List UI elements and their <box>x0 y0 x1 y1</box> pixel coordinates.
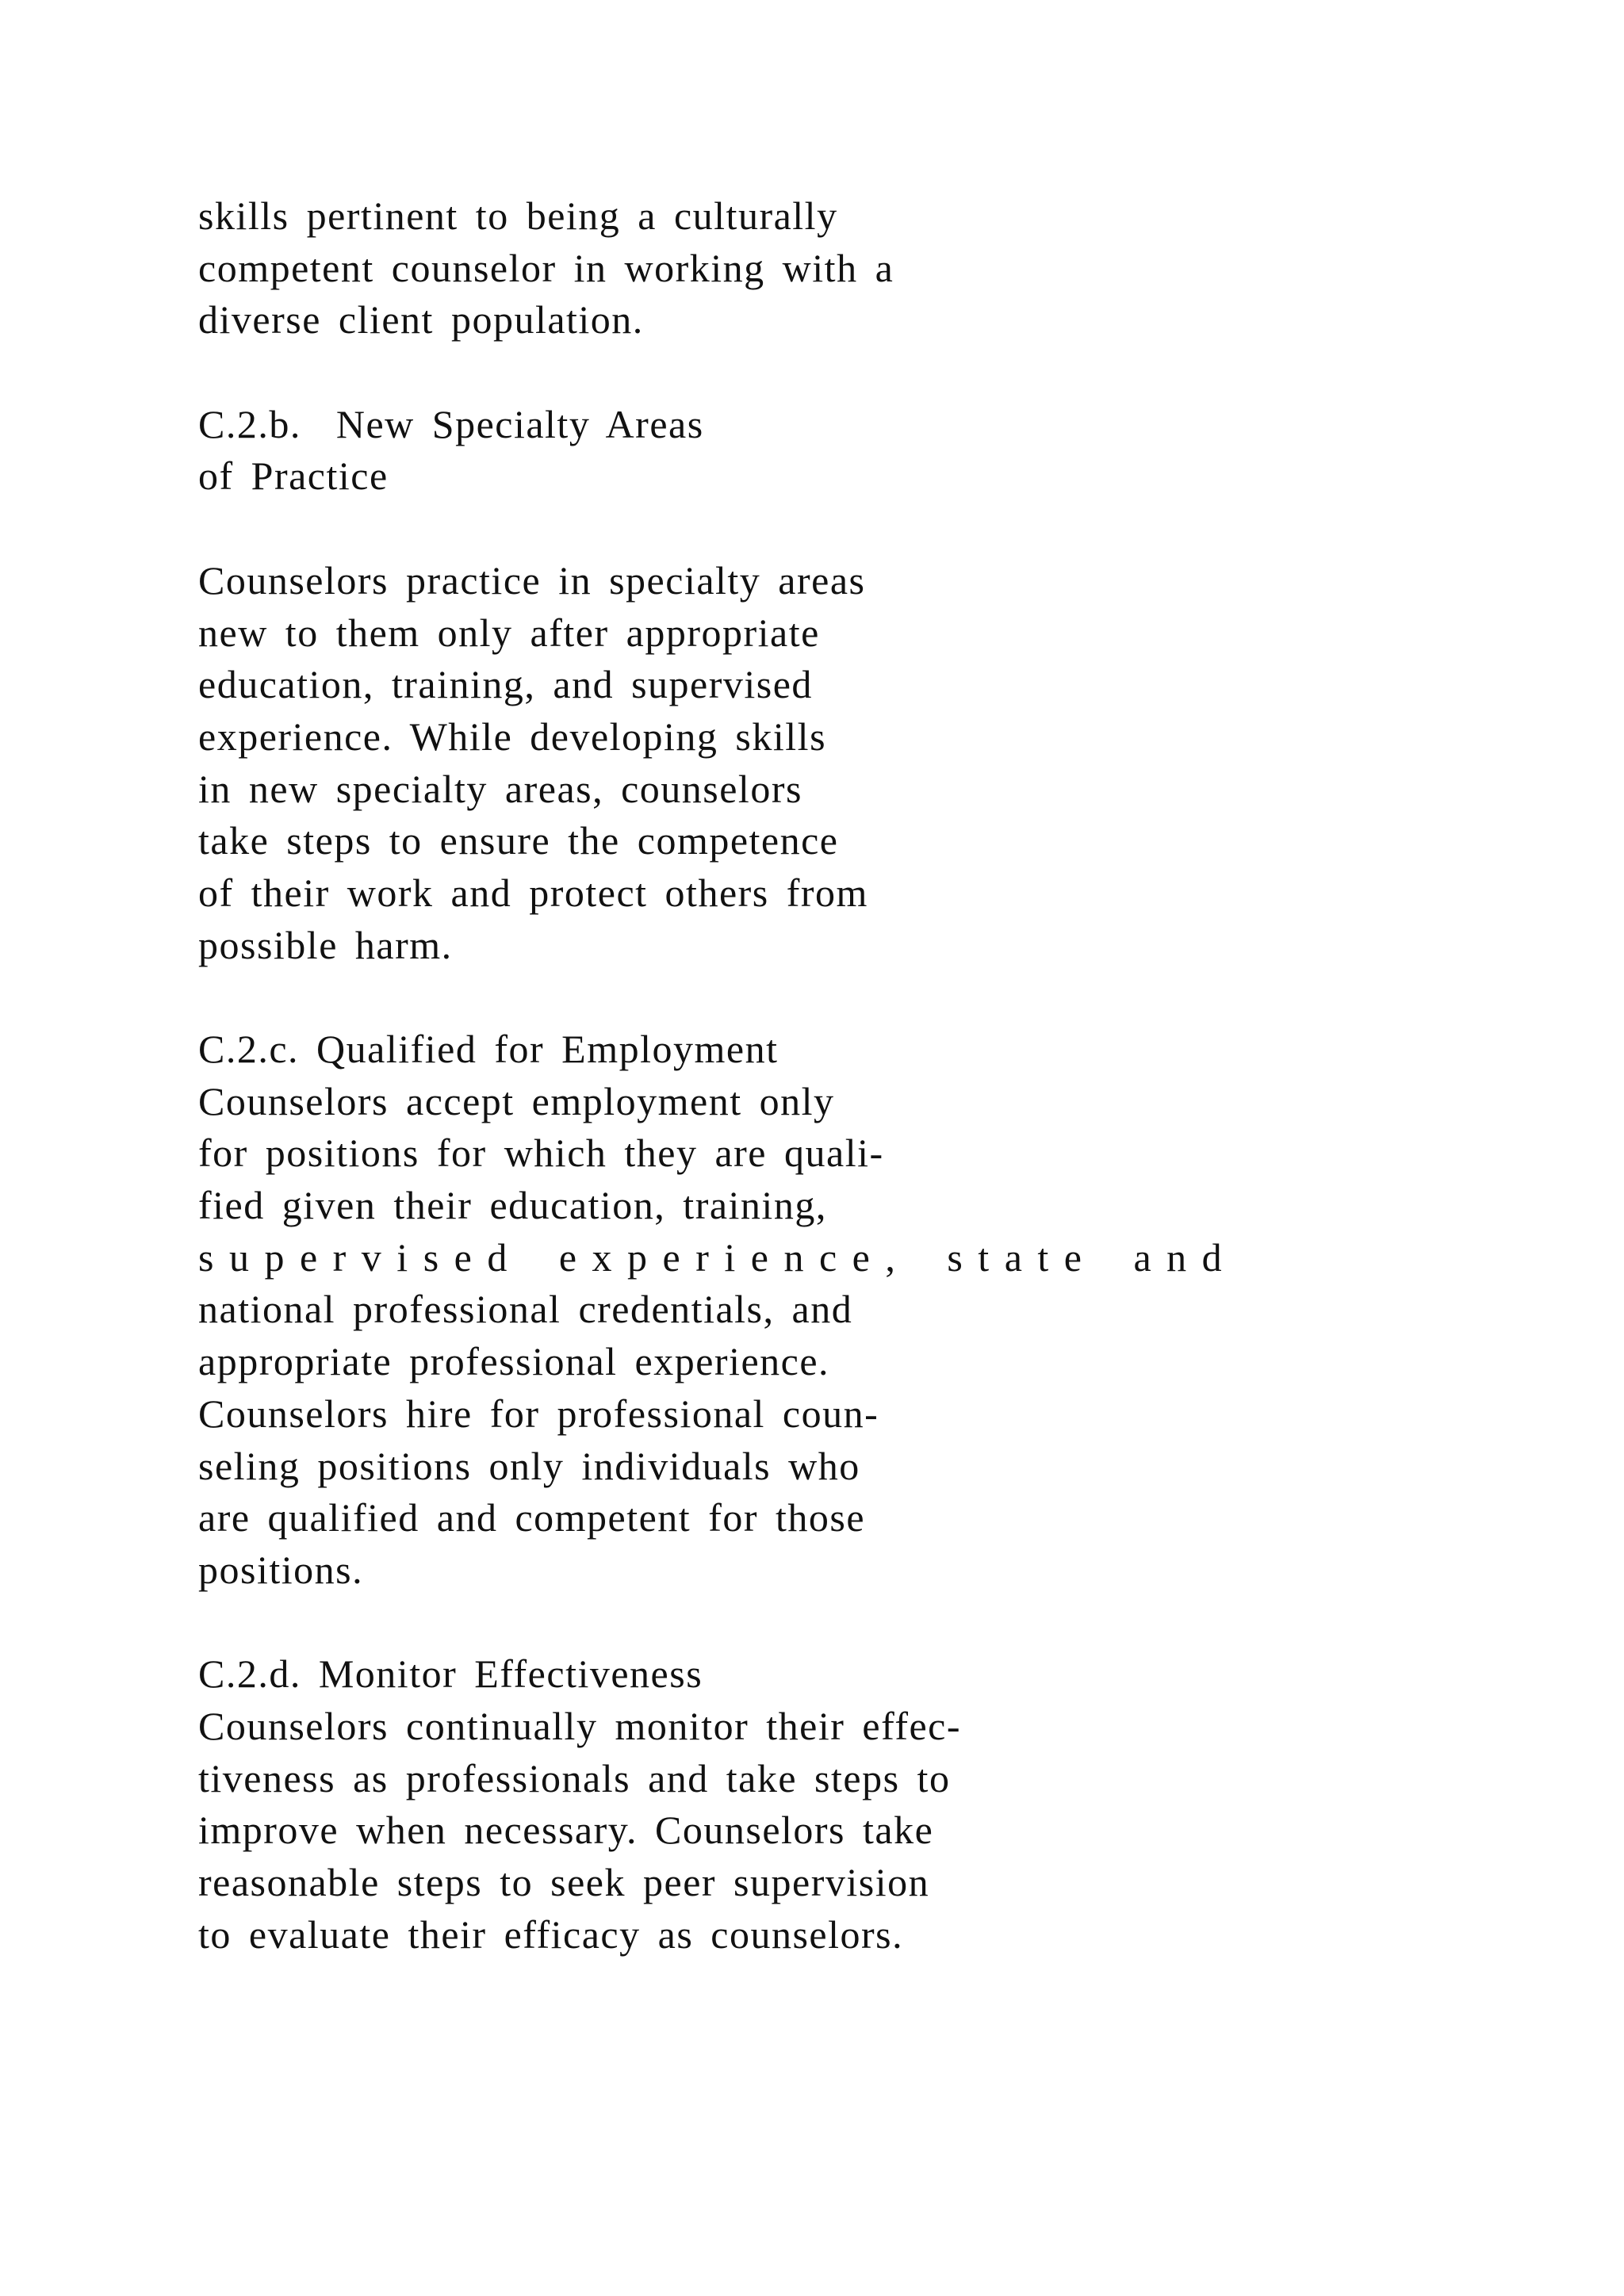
text-line: Counselors continually monitor their effec- <box>198 1703 962 1748</box>
heading-line: C.2.b. New Specialty Areas <box>198 401 704 446</box>
text-line: experience. While developing skills <box>198 714 827 759</box>
paragraph-gap <box>198 971 1546 1024</box>
paragraph-gap <box>198 503 1546 555</box>
text-line: national professional credentials, and <box>198 1287 853 1332</box>
text-line: education, training, and supervised <box>198 662 813 707</box>
section-body <box>198 1076 1546 1597</box>
section-heading: C.2.c. Qualified for Employment <box>198 1027 779 1071</box>
document-text <box>198 190 1546 1961</box>
text-line: skills pertinent to being a culturally <box>198 193 838 238</box>
text-line: appropriate professional experience. <box>198 1339 830 1384</box>
text-line: Counselors practice in specialty areas <box>198 557 866 603</box>
section-body <box>198 555 1546 972</box>
section-body <box>198 1701 1546 1961</box>
text-line: diverse client population. <box>198 297 644 342</box>
text-line: are qualified and competent for those <box>198 1495 866 1540</box>
text-line: reasonable steps to seek peer supervision <box>198 1860 930 1904</box>
text-line: to evaluate their efficacy as counselors. <box>198 1911 904 1957</box>
text-line: positions. <box>198 1547 364 1592</box>
text-line: Counselors hire for professional coun- <box>198 1391 879 1436</box>
text-line-justified: supervised experience, state and <box>198 1234 1238 1280</box>
text-line: take steps to ensure the competence <box>198 818 839 863</box>
text-line: fied given their education, training, <box>198 1183 827 1228</box>
text-line: of their work and protect others from <box>198 870 868 915</box>
intro-paragraph <box>198 190 1546 346</box>
paragraph-gap <box>198 346 1546 399</box>
text-line: for positions for which they are quali- <box>198 1131 884 1176</box>
text-line: tiveness as professionals and take steps to <box>198 1755 951 1800</box>
text-line: in new specialty areas, counselors <box>198 766 802 811</box>
section-heading: C.2.d. Monitor Effectiveness <box>198 1651 703 1697</box>
text-line: competent counselor in working with a <box>198 245 894 290</box>
text-line: improve when necessary. Counselors take <box>198 1808 934 1853</box>
text-line: new to them only after appropriate <box>198 610 820 655</box>
section-c2d <box>198 1648 1546 1961</box>
text-line: seling positions only individuals who <box>198 1443 860 1488</box>
section-c2b <box>198 399 1546 972</box>
section-heading <box>198 399 1546 503</box>
paragraph-gap <box>198 1597 1546 1649</box>
heading-line: of Practice <box>198 453 389 499</box>
section-c2c <box>198 1024 1546 1597</box>
text-line: possible harm. <box>198 922 453 967</box>
text-line: Counselors accept employment only <box>198 1078 835 1123</box>
